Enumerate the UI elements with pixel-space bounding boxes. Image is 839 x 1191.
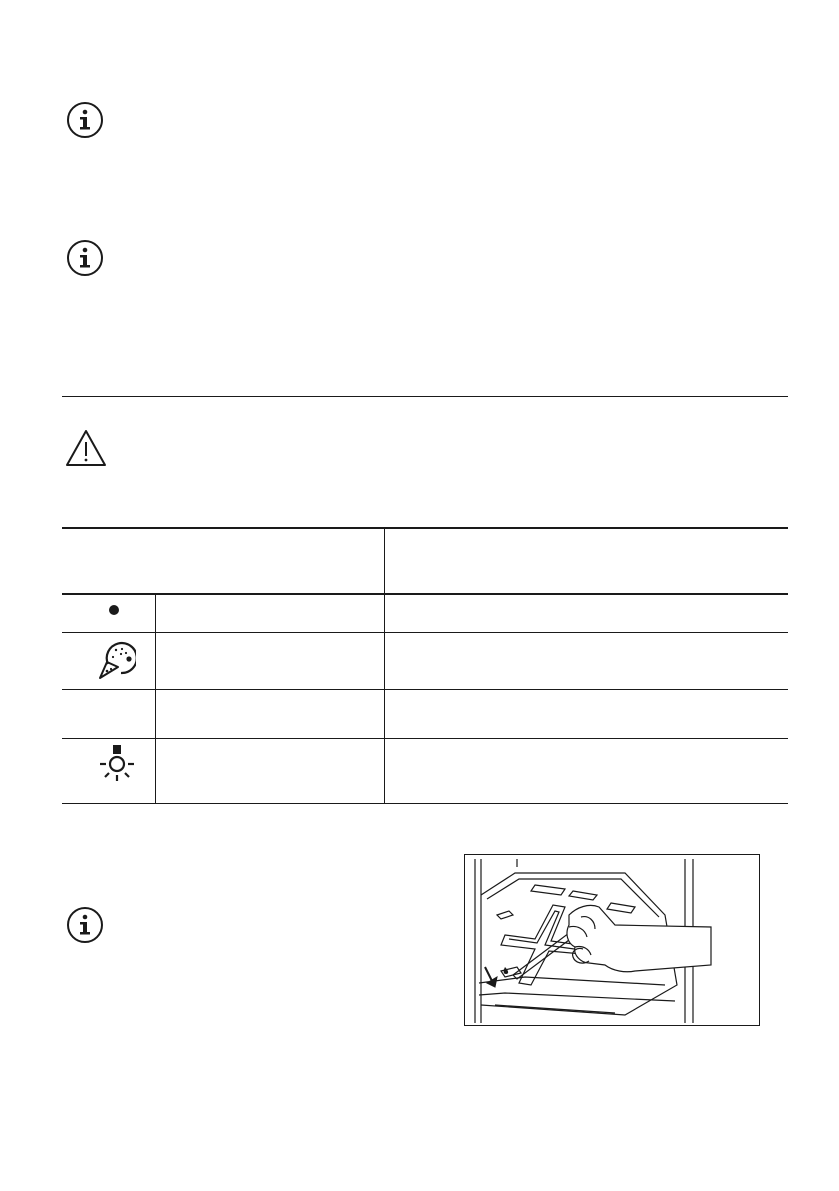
warning-triangle-icon (64, 428, 108, 468)
info-icon (66, 906, 104, 944)
table-row-border (62, 738, 788, 739)
table-bottom-border (62, 803, 788, 804)
dot-icon (108, 604, 120, 616)
oven-illustration (464, 854, 760, 1026)
table-row-border (62, 689, 788, 690)
section-divider (62, 396, 788, 397)
table-top-border (62, 527, 788, 529)
oven-shelf-removal-illustration (465, 855, 760, 1026)
lamp-icon (96, 744, 138, 786)
pizza-icon (96, 640, 136, 682)
table-column-divider (384, 529, 385, 804)
table-row-border (62, 632, 788, 633)
table-symbol-divider (155, 594, 156, 804)
info-icon (66, 239, 104, 277)
info-icon (66, 101, 104, 139)
table-header-border (62, 593, 788, 595)
